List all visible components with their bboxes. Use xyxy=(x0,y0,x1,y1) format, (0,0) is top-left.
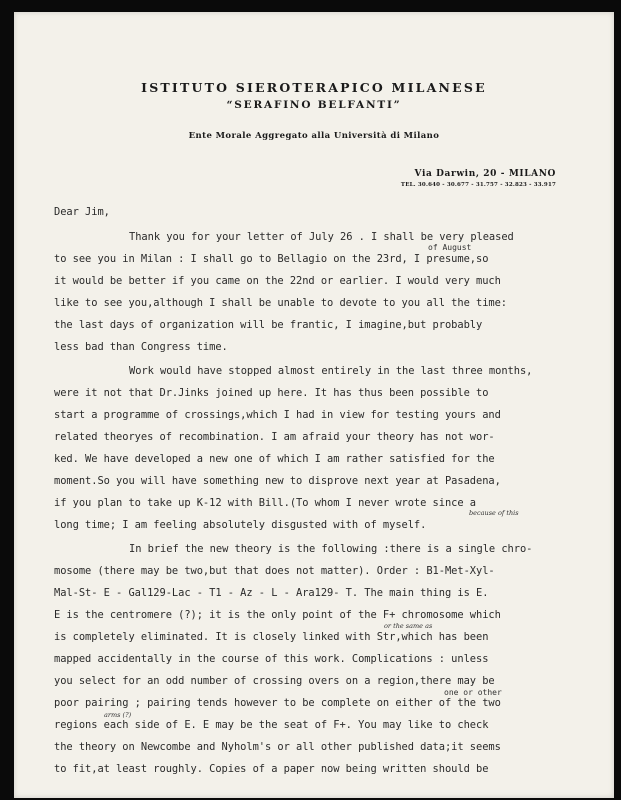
letterhead-institute: ISTITUTO SIEROTERAPICO MILANESE xyxy=(141,80,487,95)
letterhead-address-block xyxy=(401,169,556,188)
letter-line-19: is completely eliminated. It is closely linked with Str,which has been xyxy=(54,631,489,643)
letterhead-phones: TEL. 30.640 - 30.677 - 31.757 - 32.823 - 33.917 xyxy=(400,182,556,188)
annotation-one-or-other: one or other xyxy=(444,688,502,697)
letter-line-23: regions each side of E. E may be the seat of F+. You may like to check xyxy=(54,719,489,731)
letter-line-3: it would be better if you came on the 22nd or earlier. I would very much xyxy=(54,275,501,287)
annotation-because-of-this: because of this xyxy=(469,509,519,517)
letter-line-12: moment.So you will have something new to disprove next year at Pasadena, xyxy=(54,475,501,487)
annotation-arms: arms (?) xyxy=(104,711,132,719)
annotation-or-the-same-as: or the same as xyxy=(384,622,433,630)
annotation-of-august: of August xyxy=(428,243,472,252)
letter-line-7: Work would have stopped almost entirely in the last three months, xyxy=(129,365,533,377)
letter-line-10: related theoryes of recombination. I am afraid your theory has not wor- xyxy=(54,431,495,443)
letter-line-11: ked. We have developed a new one of which I am rather satisfied for the xyxy=(54,453,495,465)
salutation: Dear Jim, xyxy=(54,206,110,218)
letter-line-13: if you plan to take up K-12 with Bill.(To whom I never wrote since a xyxy=(54,497,476,509)
letter-line-25: to fit,at least roughly. Copies of a paper now being written should be xyxy=(54,763,489,775)
letter-line-8: were it not that Dr.Jinks joined up here. It has thus been possible to xyxy=(54,387,489,399)
letter-line-5: the last days of organization will be frantic, I imagine,but probably xyxy=(54,319,483,331)
letter-line-4: like to see you,although I shall be unable to devote to you all the time: xyxy=(54,297,508,309)
letter-line-21: you select for an odd number of crossing overs on a region,there may be xyxy=(54,675,495,687)
letter-line-9: start a programme of crossings,which I had in view for testing yours and xyxy=(54,409,501,421)
letter-line-14: long time; I am feeling absolutely disgusted with of myself. xyxy=(54,519,427,531)
letterhead-subtitle: Ente Morale Aggregato alla Università di Milano xyxy=(188,131,440,141)
letter-line-24: the theory on Newcombe and Nyholm's or all other published data;it seems xyxy=(54,741,501,753)
letter-line-20: mapped accidentally in the course of this work. Complications : unless xyxy=(54,653,489,665)
letter-line-17: Mal-St- E - Gal129-Lac - T1 - Az - L - Ara129- T. The main thing is E. xyxy=(54,587,489,599)
letter-line-16: mosome (there may be two,but that does not matter). Order : B1-Met-Xyl- xyxy=(54,565,495,577)
letter-line-1: Thank you for your letter of July 26 . I shall be very pleased xyxy=(129,231,514,243)
letterhead-address: Via Darwin, 20 - MILANO xyxy=(414,169,556,179)
letter-line-22: poor pairing ; pairing tends however to be complete on either of the two xyxy=(54,697,501,709)
letter-line-6: less bad than Congress time. xyxy=(54,341,228,353)
letter-page xyxy=(14,12,614,798)
letter-line-18: E is the centromere (?); it is the only point of the F+ chromosome which xyxy=(54,609,501,621)
letterhead-name: “SERAFINO BELFANTI” xyxy=(226,99,402,111)
letter-line-2: to see you in Milan : I shall go to Bellagio on the 23rd, I presume,so xyxy=(54,253,489,265)
letter-line-15: In brief the new theory is the following :there is a single chro- xyxy=(129,543,533,555)
